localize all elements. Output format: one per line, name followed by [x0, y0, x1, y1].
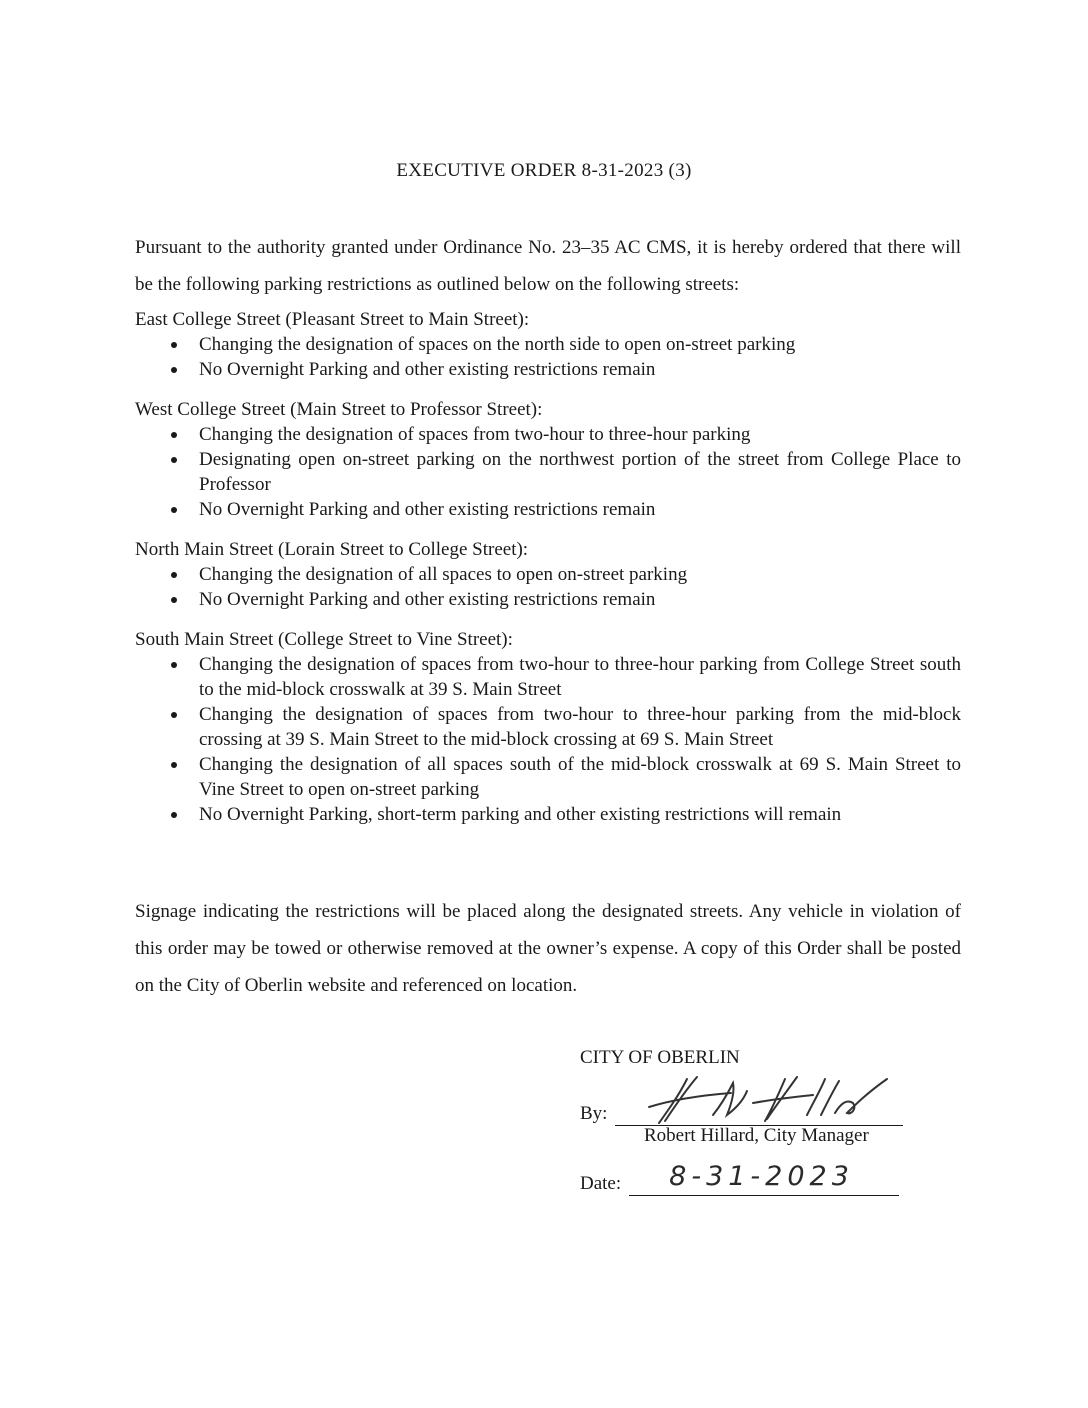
section-heading: South Main Street (College Street to Vine Street):: [135, 629, 513, 650]
signature-line: [615, 1097, 903, 1126]
bullet-list: [135, 422, 961, 522]
date-row: [580, 1161, 899, 1196]
handwritten-date: 8-31-2023: [669, 1161, 854, 1192]
bullet-item: No Overnight Parking and other existing restrictions remain: [135, 587, 961, 612]
bullet-item: No Overnight Parking, short-term parking and other existing restrictions will remain: [135, 802, 961, 827]
bullet-item: Designating open on-street parking on the northwest portion of the street from College Place to Professor: [135, 447, 961, 497]
street-section: [135, 537, 961, 612]
signer-name: Robert Hillard, City Manager: [644, 1125, 869, 1146]
document-title: EXECUTIVE ORDER 8-31-2023 (3): [396, 160, 692, 181]
bullet-item: No Overnight Parking and other existing restrictions remain: [135, 497, 961, 522]
bullet-item: Changing the designation of spaces on the north side to open on-street parking: [135, 332, 961, 357]
bullet-item: No Overnight Parking and other existing restrictions remain: [135, 357, 961, 382]
section-heading: West College Street (Main Street to Professor Street):: [135, 399, 543, 420]
bullet-item: Changing the designation of spaces from two-hour to three-hour parking from College Street south to the mid-block crosswalk at 39 S. Main Street: [135, 652, 961, 702]
street-sections: [135, 307, 961, 842]
bullet-item: Changing the designation of all spaces to open on-street parking: [135, 562, 961, 587]
intro-paragraph: Pursuant to the authority granted under Ordinance No. 23–35 AC CMS, it is hereby ordered that there will be the following parking restrictions as outlined below on the following streets:: [135, 237, 961, 295]
date-line: [629, 1161, 899, 1196]
date-label: Date:: [580, 1173, 622, 1194]
closing-paragraph: Signage indicating the restrictions will be placed along the designated streets. Any vehicle in violation of this order may be towed or otherwise removed at the owner’s expense. A copy of this Order shall be posted on the City of Oberlin website and referenced on location.: [135, 901, 961, 996]
bullet-item: Changing the designation of all spaces south of the mid-block crosswalk at 69 S. Main Street to Vine Street to open on-street parking: [135, 752, 961, 802]
by-row: [580, 1097, 903, 1126]
section-heading: North Main Street (Lorain Street to College Street):: [135, 539, 529, 560]
street-section: [135, 627, 961, 827]
street-section: [135, 307, 961, 382]
section-heading: East College Street (Pleasant Street to Main Street):: [135, 309, 530, 330]
by-label: By:: [580, 1103, 608, 1124]
bullet-item: Changing the designation of spaces from two-hour to three-hour parking from the mid-block crossing at 39 S. Main Street to the mid-block crossing at 69 S. Main Street: [135, 702, 961, 752]
handwritten-signature-icon: [635, 1069, 905, 1129]
organization-name: CITY OF OBERLIN: [580, 1047, 740, 1068]
bullet-list: [135, 652, 961, 827]
bullet-item: Changing the designation of spaces from two-hour to three-hour parking: [135, 422, 961, 447]
street-section: [135, 397, 961, 522]
bullet-list: [135, 332, 961, 382]
bullet-list: [135, 562, 961, 612]
signature-block: [580, 1045, 920, 1194]
